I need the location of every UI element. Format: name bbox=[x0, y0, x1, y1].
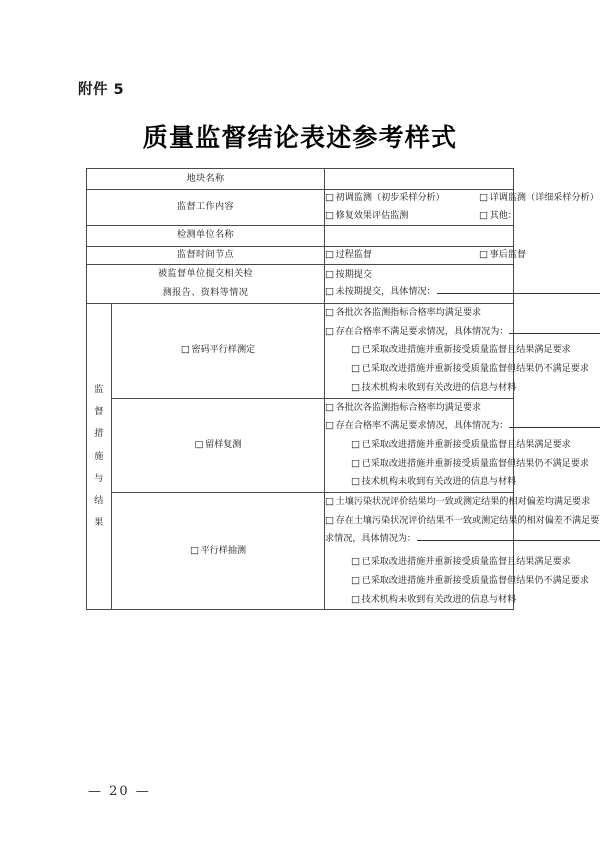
table-row-supervision-content bbox=[87, 190, 514, 226]
spine-char-5: 结 bbox=[94, 496, 104, 507]
checkbox-psc-all-consistent[interactable]: □ 土壤污染状况评价结果均一致或测定结果的相对偏差均满足要求 bbox=[325, 493, 513, 512]
checkbox-not-submitted-on-time[interactable]: □ 未按期提交，具体情况： bbox=[325, 287, 436, 297]
spine-char-2: 措 bbox=[94, 429, 104, 440]
table-row-submission-status bbox=[87, 264, 514, 303]
checkbox-method-retained-sample[interactable]: □ 留样复测 bbox=[195, 440, 242, 450]
method-cell-blind-parallel bbox=[112, 303, 325, 398]
psc-secondary-line2: 求情况，具体情况为： bbox=[325, 533, 416, 544]
submission-label-line1: 被监督单位提交相关检 bbox=[158, 268, 253, 279]
row-label-supervision-content: 监督工作内容 bbox=[87, 190, 325, 226]
table-row-measure-blind-parallel bbox=[87, 303, 514, 398]
bp-detail-fill[interactable] bbox=[509, 324, 600, 333]
supervision-content-options bbox=[325, 190, 599, 226]
checkbox-submitted-on-time[interactable]: □ 按期提交 bbox=[325, 267, 513, 284]
page-number: — 20 — bbox=[88, 784, 151, 799]
checkbox-method-blind-parallel[interactable]: □ 密码平行样测定 bbox=[181, 345, 255, 355]
checkbox-rs-all-qualified[interactable]: □ 各批次各监测指标合格率均满足要求 bbox=[325, 399, 513, 418]
checkbox-post-supervision[interactable]: □ 事后监督 bbox=[479, 247, 526, 264]
checkbox-bp-no-info-received[interactable]: □ 技术机构未收到有关改进的信息与材料 bbox=[325, 379, 513, 398]
measure-options-parallel-spot-check bbox=[325, 493, 600, 610]
row-label-submission-status bbox=[87, 264, 325, 303]
measure-options-retained-sample bbox=[325, 398, 589, 493]
rs-detail-fill[interactable] bbox=[509, 419, 600, 428]
checkbox-psc-improved-fail[interactable]: □ 已采取改进措施并重新接受质量监督但结果仍不满足要求 bbox=[325, 572, 513, 591]
checkbox-psc-no-info-received[interactable]: □ 技术机构未收到有关改进的信息与材料 bbox=[325, 591, 513, 610]
method-cell-retained-sample bbox=[112, 398, 325, 493]
spine-char-0: 监 bbox=[94, 384, 104, 395]
checkbox-bp-unqualified-exists[interactable]: □ 存在合格率不满足要求情况，具体情况为： bbox=[325, 327, 508, 337]
checkbox-rs-no-info-received[interactable]: □ 技术机构未收到有关改进的信息与材料 bbox=[325, 473, 513, 492]
checkbox-process-supervision[interactable]: □ 过程监督 bbox=[325, 247, 479, 264]
supervision-time-options bbox=[325, 246, 526, 264]
row-label-supervision-time: 监督时间节点 bbox=[87, 246, 325, 264]
page-title: 质量监督结论表述参考样式 bbox=[142, 123, 458, 152]
checkbox-detailed-survey[interactable]: □ 详调监测（详细采样分析） bbox=[479, 190, 599, 207]
testing-unit-input[interactable] bbox=[325, 225, 514, 246]
measure-options-blind-parallel bbox=[325, 303, 589, 398]
checkbox-psc-improved-pass[interactable]: □ 已采取改进措施并重新接受质量监督且结果满足要求 bbox=[325, 553, 513, 572]
checkbox-rs-unqualified-exists[interactable]: □ 存在合格率不满足要求情况，具体情况为： bbox=[325, 421, 508, 431]
submission-label-line2: 测报告、资料等情况 bbox=[162, 287, 249, 298]
spine-char-4: 与 bbox=[94, 473, 104, 484]
submission-status-options bbox=[325, 264, 514, 303]
checkbox-rs-improved-pass[interactable]: □ 已采取改进措施并重新接受质量监督且结果满足要求 bbox=[325, 436, 513, 455]
checkbox-other[interactable]: □ 其他： bbox=[479, 208, 599, 225]
attachment-label: 附件 5 bbox=[78, 82, 125, 98]
table-row-supervision-time bbox=[87, 246, 514, 264]
checkbox-bp-improved-pass[interactable]: □ 已采取改进措施并重新接受质量监督且结果满足要求 bbox=[325, 341, 513, 360]
checkbox-method-parallel-spot-check[interactable]: □ 平行样抽测 bbox=[190, 546, 246, 556]
not-submitted-detail-fill[interactable] bbox=[437, 284, 600, 293]
table-row-testing-unit bbox=[87, 225, 514, 246]
checkbox-bp-improved-fail[interactable]: □ 已采取改进措施并重新接受质量监督但结果仍不满足要求 bbox=[325, 360, 513, 379]
checkbox-rs-improved-fail[interactable]: □ 已采取改进措施并重新接受质量监督但结果仍不满足要求 bbox=[325, 455, 513, 474]
quality-supervision-form bbox=[86, 168, 600, 610]
checkbox-bp-all-qualified[interactable]: □ 各批次各监测指标合格率均满足要求 bbox=[325, 304, 513, 323]
spine-char-1: 督 bbox=[94, 406, 104, 417]
table-row-measure-retained-sample bbox=[87, 398, 514, 493]
checkbox-psc-inconsistent-exists[interactable]: □ 存在土壤污染状况评价结果不一致或测定结果的相对偏差不满足要 bbox=[325, 512, 513, 531]
method-cell-parallel-spot-check bbox=[112, 493, 325, 610]
checkbox-preliminary-survey[interactable]: □ 初调监测（初步采样分析） bbox=[325, 190, 479, 207]
table-row-measure-parallel-spot-check bbox=[87, 493, 514, 610]
row-label-plot-name: 地块名称 bbox=[87, 169, 325, 190]
checkbox-remediation-effect[interactable]: □ 修复效果评估监测 bbox=[325, 208, 479, 225]
psc-detail-fill[interactable] bbox=[417, 531, 600, 540]
spine-char-3: 施 bbox=[94, 451, 104, 462]
spine-char-6: 果 bbox=[94, 518, 104, 529]
spine-label-supervision-measures bbox=[87, 303, 112, 610]
table-row-plot-name bbox=[87, 169, 514, 190]
row-label-testing-unit: 检测单位名称 bbox=[87, 225, 325, 246]
plot-name-input[interactable] bbox=[325, 169, 514, 190]
